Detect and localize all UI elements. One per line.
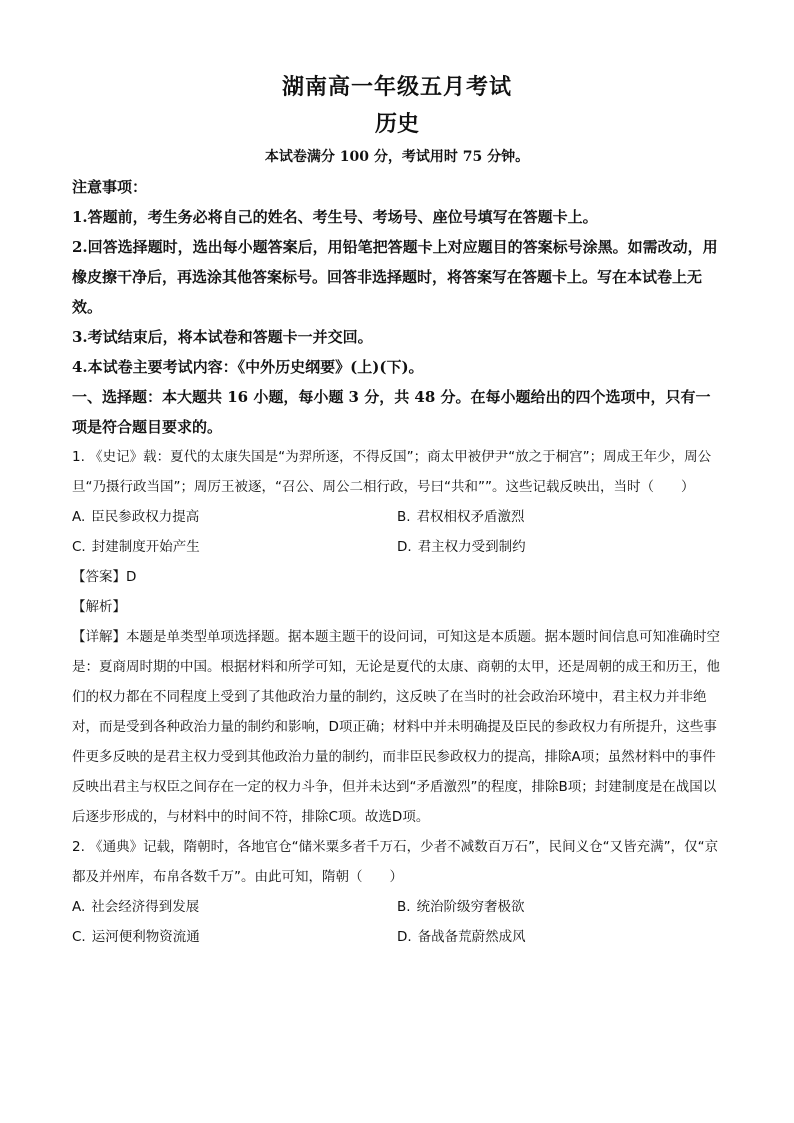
option-text: 备战备荒蔚然成风 — [417, 929, 526, 945]
option-letter: D. — [397, 929, 412, 945]
question-options — [72, 892, 722, 952]
exam-meta: 本试卷满分 100 分，考试用时 75 分钟。 — [264, 149, 530, 165]
option-letter: A. — [72, 509, 86, 525]
option-text: 臣民参政权力提高 — [91, 509, 200, 525]
option-d[interactable] — [397, 922, 722, 952]
detail-label: 【详解】 — [72, 629, 126, 645]
option-letter: B. — [397, 899, 411, 915]
question-stem: 2. 《通典》记载，隋朝时，各地官仓“储米粟多者千万石，少者不减数百万石”，民间义仓“又皆充满”，仅“京都及并州库，布帛各数千万”。由此可知，隋朝（ ） — [72, 839, 719, 885]
option-c[interactable] — [72, 532, 397, 562]
note-item-3: 3.考试结束后，将本试卷和答题卡一并交回。 — [72, 328, 373, 346]
section-heading: 一、选择题：本大题共 16 小题，每小题 3 分，共 48 分。在每小题给出的四个选项中，只有一项是符合题目要求的。 — [72, 388, 711, 436]
exam-title: 湖南高一年级五月考试 — [281, 74, 512, 100]
option-text: 君权相权矛盾激烈 — [416, 509, 525, 525]
question-1 — [72, 442, 722, 832]
option-c[interactable] — [72, 922, 397, 952]
notes-heading: 注意事项： — [72, 178, 148, 196]
option-d[interactable] — [397, 532, 722, 562]
option-text: 社会经济得到发展 — [91, 899, 200, 915]
answer-line — [72, 562, 722, 592]
option-text: 运河便利物资流通 — [91, 929, 200, 945]
note-item-1: 1.答题前，考生务必将自己的姓名、考生号、考场号、座位号填写在答题卡上。 — [72, 208, 598, 226]
detail-text: 本题是单类型单项选择题。据本题主题干的设问词，可知这是本质题。据本题时间信息可知准确时空是：夏商周时期的中国。根据材料和所学可知，无论是夏代的太康、商朝的太甲，还是周朝的成王和历王，他们的权力都在不同程度上受到了其他政治力量的制约，这反映了在当时的社会政治环境中，君主权力并非绝对，而是受到各种政治力量的制约和影响，D项正确；材料中并未明确提及臣民的参政权力有所提升，这些事件更多反映的是君主权力受到其他政治力量的制约，而非臣民参政权力的提高，排除A项；虽然材料中的事件反映出君主与权臣之间存在一定的权力斗争，但并未达到“矛盾激烈”的程度，排除B项；封建制度是在战国以后逐步形成的，与材料中的时间不符，排除C项。故选D项。 — [72, 629, 720, 825]
question-2 — [72, 832, 722, 952]
option-letter: D. — [397, 539, 412, 555]
option-b[interactable] — [397, 892, 722, 922]
note-item-2: 2.回答选择题时，选出每小题答案后，用铅笔把答题卡上对应题目的答案标号涂黑。如需改动，用橡皮擦干净后，再选涂其他答案标号。回答非选择题时，将答案写在答题卡上。写在本试卷上无效。 — [72, 238, 718, 316]
notes-section — [72, 172, 722, 382]
exam-subject: 历史 — [374, 111, 419, 137]
option-letter: A. — [72, 899, 86, 915]
answer-value: D — [126, 569, 137, 585]
option-a[interactable] — [72, 502, 397, 532]
option-a[interactable] — [72, 892, 397, 922]
option-text: 君主权力受到制约 — [417, 539, 526, 555]
answer-label: 【答案】 — [72, 569, 126, 585]
option-b[interactable] — [397, 502, 722, 532]
analysis-label: 【解析】 — [72, 599, 126, 615]
question-options — [72, 502, 722, 562]
exam-page — [72, 64, 722, 952]
option-text: 封建制度开始产生 — [91, 539, 200, 555]
option-letter: C. — [72, 539, 86, 555]
option-letter: B. — [397, 509, 411, 525]
option-text: 统治阶级穷奢极欲 — [416, 899, 525, 915]
note-item-4: 4.本试卷主要考试内容：《中外历史纲要》(上)(下)。 — [72, 358, 424, 376]
detail-paragraph — [72, 622, 722, 832]
option-letter: C. — [72, 929, 86, 945]
question-stem: 1. 《史记》载：夏代的太康失国是“为羿所逐，不得反国”；商太甲被伊尹“放之于桐宫”；周成王年少，周公旦“乃摄行政当国”；周厉王被逐，“召公、周公二相行政，号曰“共和””。这些记载反映出，当时（ ） — [72, 449, 712, 495]
